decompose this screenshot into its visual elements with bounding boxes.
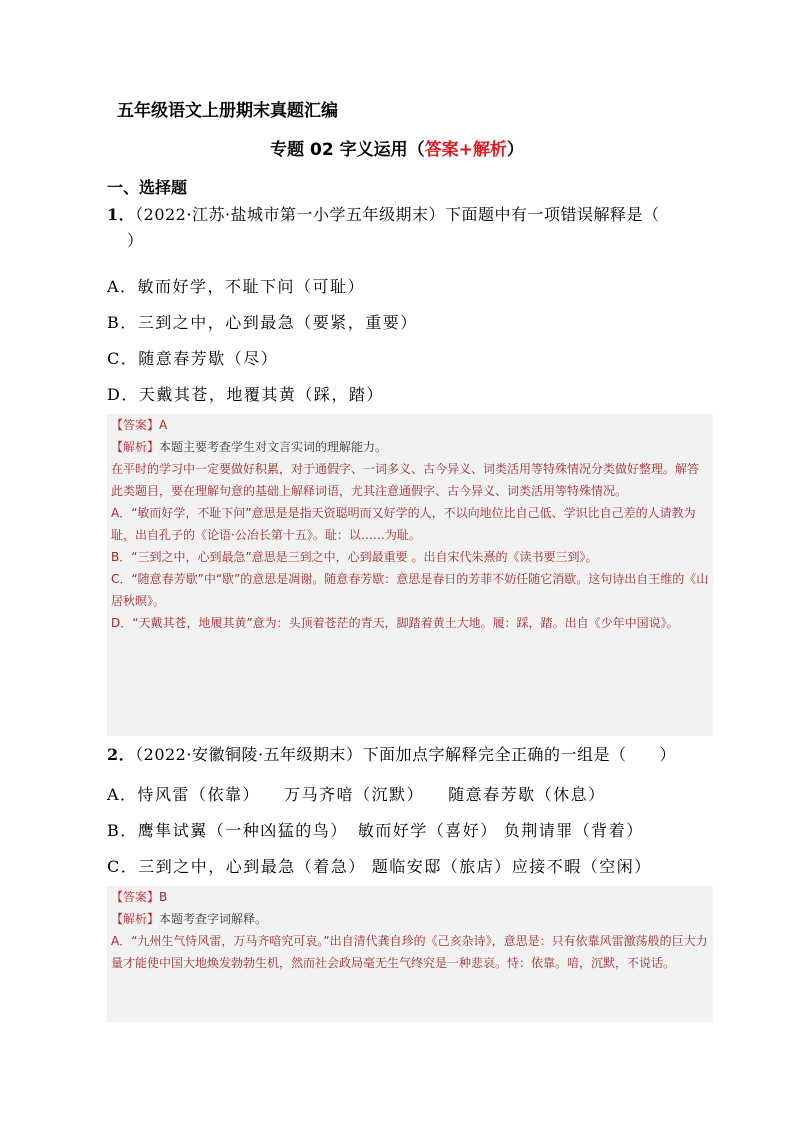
subtitle-prefix: 专题 02 字义运用（: [270, 140, 425, 160]
analysis-tag: 【解析】: [111, 912, 160, 926]
answer-tag: 【答案】: [111, 890, 160, 904]
section-title: 一、选择题: [107, 178, 188, 197]
question-text: （2022·江苏·盐城市第一小学五年级期末）下面题中有一项错误解释是（: [135, 205, 660, 224]
answer-line: [111, 886, 709, 908]
question-number: 2．: [107, 745, 136, 764]
document-title: 五年级语文上册期末真题汇编: [117, 101, 338, 121]
subtitle-suffix: ）: [506, 140, 524, 160]
document-subtitle: [0, 135, 794, 160]
question-text: （2022·安徽铜陵·五年级期末）下面加点字解释完全正确的一组是（ ）: [135, 745, 677, 764]
option-c: C．随意春芳歇（尽）: [107, 349, 279, 368]
q2-option-a: [107, 782, 606, 805]
q2-option-b-part1: B．鹰隼试翼（一种凶猛的鸟）: [107, 821, 348, 840]
analysis-intro: 本题主要考查学生对文言实词的理解能力。: [159, 440, 388, 454]
q2-option-c-part2: 题临安邸（旅店）: [371, 857, 512, 876]
q2-option-b: [107, 818, 644, 841]
q2-option-c: [107, 854, 652, 877]
analysis-option-d: D．“天戴其苍，地履其黄”意为：头顶着苍茫的青天，脚踏着黄土大地。履：踩，踏。出自《少年中国说》。: [111, 616, 679, 630]
q2-option-a-part1: A．恃风雷（依靠）: [107, 785, 261, 804]
question-text-cont: ）: [127, 231, 144, 250]
answer-line: [111, 414, 709, 436]
analysis-intro: 本题考查字词解释。: [159, 912, 268, 926]
analysis-option-b: B．“三到之中，心到最急”意思是三到之中，心到最重要 。出自宋代朱熹的《读书要三到》。: [111, 550, 598, 564]
analysis-option-a: A．“九州生气恃风雷，万马齐喑究可哀。”出自清代龚自珍的《己亥杂诗》，意思是：只有依靠风雷激荡般的巨大力量才能使中国大地焕发勃勃生机，然而社会政局毫无生气终究是一种悲哀。恃：依靠。喑，沉默，不说话。: [111, 934, 708, 970]
option-d: D．天戴其苍，地覆其黄（踩，踏）: [107, 385, 384, 404]
subtitle-highlight: 答案+解析: [424, 140, 507, 160]
answer-value: A: [159, 418, 168, 432]
q2-option-a-part2: 万马齐喑（沉默）: [284, 785, 425, 804]
q2-option-c-part3: 应接不暇（空闲）: [511, 857, 652, 876]
option-b: B．三到之中，心到最急（要紧，重要）: [107, 313, 418, 332]
analysis-option-c: C．“随意春芳歇”中“歇”的意思是凋谢。随意春芳歇：意思是春日的芳菲不妨任随它消歇。这句诗出自王维的《山居秋暝》。: [111, 572, 709, 608]
option-a: A．敏而好学，不耻下问（可耻）: [107, 277, 366, 296]
q2-option-b-part2: 敏而好学（喜好）: [357, 821, 498, 840]
answer-value: B: [159, 890, 168, 904]
analysis-option-a: A．“敏而好学，不耻下问”意思是是指天资聪明而又好学的人，不以向地位比自己低、学识比自己差的人请教为耻，出自孔子的《论语·公冶长第十五》。耻：以……为耻。: [111, 506, 696, 542]
question-1: [107, 202, 719, 254]
answer-tag: 【答案】: [111, 418, 160, 432]
q2-option-b-part3: 负荆请罪（背着）: [503, 821, 644, 840]
analysis-line: [111, 436, 709, 458]
question-number: 1．: [107, 205, 136, 224]
answer-box-2: [107, 886, 713, 1022]
question-2: [107, 742, 719, 768]
answer-box-1: [107, 414, 713, 736]
q2-option-a-part3: 随意春芳歇（休息）: [448, 785, 606, 804]
analysis-line: [111, 908, 709, 930]
q2-option-c-part1: C．三到之中，心到最急（着急）: [107, 857, 366, 876]
analysis-tag: 【解析】: [111, 440, 160, 454]
analysis-paragraph: 在平时的学习中一定要做好积累，对于通假字、一词多义、古今异义、词类活用等特殊情况分类做好整理。解答此类题目，要在理解句意的基础上解释词语，尤其注意通假字、古今异义、词类活用等特殊情况。: [111, 462, 700, 498]
